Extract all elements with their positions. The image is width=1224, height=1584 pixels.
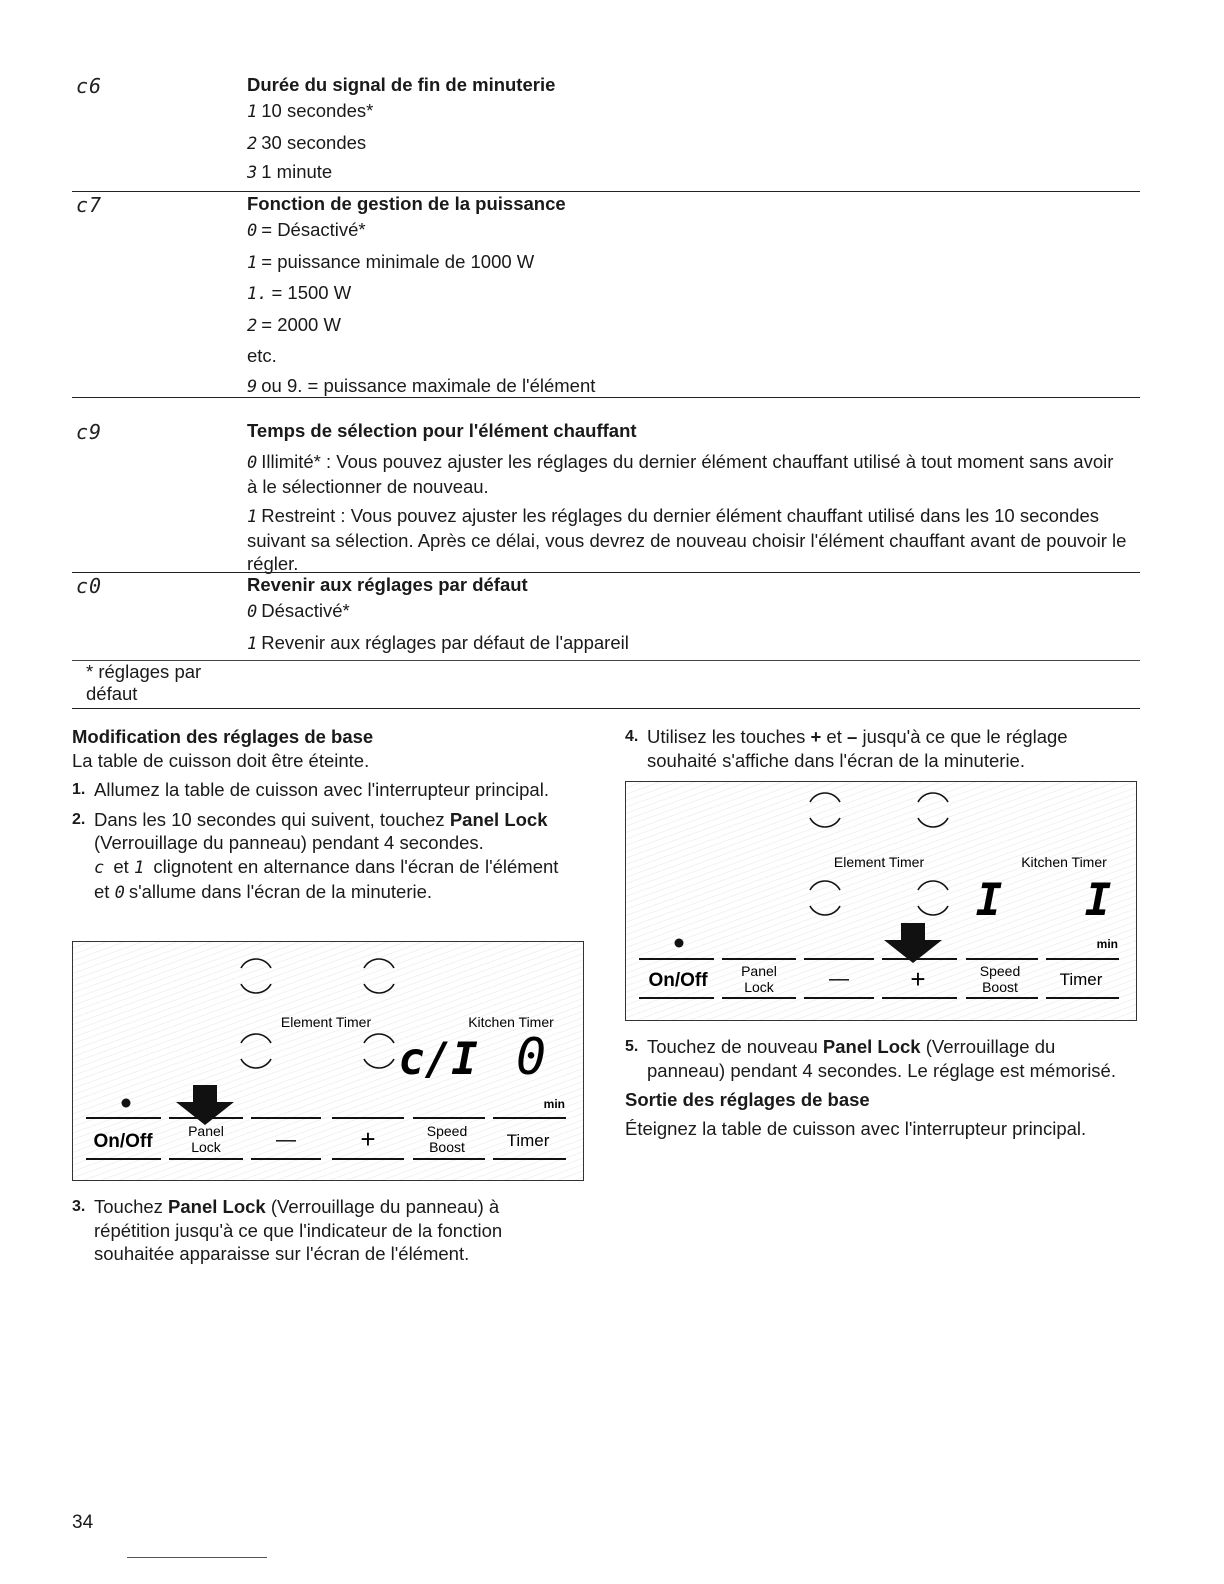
segment-digit: 1 (247, 507, 258, 527)
step-1 (72, 778, 577, 802)
section-heading: Sortie des réglages de base (625, 1089, 870, 1110)
section-heading: Modification des réglages de base (72, 726, 374, 747)
panel-lock-button[interactable]: Panel (188, 1123, 224, 1139)
footnote: * réglages par défaut (86, 661, 202, 704)
step-text: et (821, 726, 848, 747)
segment-digit: 9 (247, 376, 258, 397)
step-bold: Panel Lock (168, 1196, 266, 1217)
setting-c7 (247, 193, 595, 402)
divider (72, 572, 1140, 573)
timer-button[interactable]: Timer (1059, 970, 1103, 989)
option-text: Illimité* : Vous pouvez ajuster les réglages du dernier élément chauffant utilisé à tout moment sans avoir à le sélectionner de nouveau. (247, 451, 1114, 497)
segment-digit: 1 (247, 633, 258, 654)
option-text: 1 minute (261, 161, 333, 182)
panel-lock-button[interactable]: Panel (741, 963, 777, 979)
segment-digit: 0 (247, 221, 258, 241)
footer-rule (127, 1557, 267, 1558)
option-text: 10 secondes* (261, 100, 374, 121)
speed-boost-button[interactable]: Speed (426, 1123, 468, 1139)
plus-button[interactable]: + (360, 1124, 376, 1154)
right-column-continued (625, 1035, 1135, 1140)
setting-c6 (247, 74, 555, 186)
segment-digit: 1 (133, 857, 145, 878)
burner-circle-icon (918, 793, 948, 827)
step-text: Dans les 10 secondes qui suivent, touchez (94, 808, 450, 830)
option-text: Revenir aux réglages par défaut de l'appareil (261, 631, 629, 653)
on-off-button[interactable]: On/Off (93, 1131, 153, 1152)
minus-button[interactable]: — (276, 1129, 296, 1151)
step-text: (Verrouillage du panneau) pendant 4 secondes. (94, 832, 484, 853)
speed-boost-button[interactable]: Speed (979, 963, 1021, 979)
control-panel-diagram-2 (625, 781, 1137, 1021)
plus-button[interactable]: + (910, 964, 926, 994)
element-timer-label: Element Timer (280, 1014, 372, 1030)
code-c0: c0 (76, 574, 103, 598)
arrow-down-icon (884, 923, 942, 963)
divider (72, 660, 1140, 661)
panel-lock-button-line2[interactable]: Lock (191, 1139, 221, 1155)
setting-c0 (247, 574, 629, 659)
setting-title: Revenir aux réglages par défaut (247, 574, 528, 595)
left-column (72, 725, 577, 906)
divider (72, 708, 1140, 709)
option-text: ou 9. = puissance maximale de l'élément (261, 374, 596, 396)
timer-display: I (1084, 875, 1112, 926)
option-text: Désactivé* (261, 600, 350, 621)
burner-circle-icon (810, 881, 840, 915)
panel-illustration (73, 942, 585, 1182)
step-number: 5. (625, 1038, 639, 1055)
burner-circle-icon (364, 959, 394, 993)
segment-digit: 1. (247, 284, 268, 304)
button-rules (639, 959, 1119, 998)
burner-circle-icon (241, 959, 271, 993)
exit-text: Éteignez la table de cuisson avec l'interrupteur principal. (625, 1117, 1087, 1139)
segment-digit: 1 (247, 102, 258, 122)
option-text: = puissance minimale de 1000 W (261, 250, 535, 272)
power-indicator-dot (122, 1099, 131, 1108)
power-indicator-dot (675, 939, 684, 948)
segment-digit: 0 (114, 883, 125, 903)
burner-circle-icon (810, 793, 840, 827)
panel-illustration (626, 782, 1138, 1022)
divider (72, 397, 1140, 398)
step-text: et (113, 855, 129, 877)
step-text: (Verrouillage du panneau) à répétition jusqu'à ce que l'indicateur de la fonction souhaitée apparaisse sur l'écran de l'élément. (94, 1196, 503, 1264)
min-label: min (1096, 937, 1118, 951)
setting-title: Durée du signal de fin de minuterie (247, 74, 556, 95)
panel-lock-button-line2[interactable]: Lock (744, 979, 774, 995)
burner-circle-icon (241, 1034, 271, 1068)
step-text: Touchez (94, 1196, 169, 1217)
code-c6: c6 (76, 74, 103, 98)
step-number: 1. (72, 781, 86, 798)
option-text: = 2000 W (261, 313, 341, 335)
page-number: 34 (72, 1512, 94, 1533)
intro-text: La table de cuisson doit être éteinte. (72, 749, 370, 771)
speed-boost-button-line2[interactable]: Boost (982, 979, 1018, 995)
right-column (625, 725, 1135, 772)
setting-title: Temps de sélection pour l'élément chauffant (247, 420, 637, 441)
step-2 (72, 808, 577, 906)
step-text: jusqu'à ce que le réglage souhaité s'affiche dans l'écran de la minuterie. (647, 726, 1068, 771)
on-off-button[interactable]: On/Off (648, 970, 708, 991)
speed-boost-button-line2[interactable]: Boost (429, 1139, 465, 1155)
option-text: = 1500 W (271, 282, 352, 303)
segment-digit: c (94, 857, 105, 878)
kitchen-timer-label: Kitchen Timer (1021, 854, 1107, 870)
step-text: s'allume dans l'écran de la minuterie. (128, 881, 433, 902)
step-number: 3. (72, 1198, 86, 1215)
segment-digit: 0 (247, 602, 258, 622)
divider (72, 191, 1140, 192)
control-panel-diagram-1 (72, 941, 584, 1181)
option-text: 30 secondes (261, 131, 367, 153)
step-text: (Verrouillage du panneau) pendant 4 secondes. Le réglage est mémorisé. (647, 1036, 1116, 1081)
step-number: 2. (72, 810, 86, 828)
step-4 (625, 725, 1135, 772)
segment-digit: 2 (247, 315, 258, 336)
minus-button[interactable]: — (829, 968, 849, 990)
setting-c9 (247, 420, 1127, 575)
button-rules (86, 1118, 566, 1159)
step-5 (625, 1035, 1135, 1082)
element-display: I (975, 875, 1003, 926)
left-column-continued (72, 1195, 577, 1266)
code-c7: c7 (76, 193, 103, 217)
timer-button[interactable]: Timer (506, 1131, 550, 1150)
segment-digit: 3 (247, 163, 258, 183)
option-text: Restreint : Vous pouvez ajuster les réglages du dernier élément chauffant utilisé dans les 10 secondes suivant sa sélection. Après ce délai, vous devrez de nouveau choisir l'élément chauffant avant de pouvoir le régler. (247, 505, 1127, 574)
step-text: Allumez la table de cuisson avec l'interrupteur principal. (94, 779, 549, 800)
step-bold: Panel Lock (449, 808, 548, 830)
element-display: c/I (398, 1034, 478, 1085)
element-timer-label: Element Timer (833, 854, 925, 870)
minus-symbol: – (847, 726, 858, 747)
step-text: clignotent en alternance dans l'écran de l'élément et (94, 855, 559, 902)
segment-digit: 2 (247, 133, 258, 154)
step-bold: Panel Lock (822, 1036, 921, 1057)
min-label: min (543, 1097, 565, 1111)
burner-circle-icon (364, 1034, 394, 1068)
timer-display: 0 (515, 1028, 547, 1086)
segment-digit: 0 (247, 453, 258, 473)
setting-title: Fonction de gestion de la puissance (247, 193, 566, 214)
option-text: etc. (247, 345, 277, 366)
kitchen-timer-label: Kitchen Timer (468, 1014, 554, 1030)
step-text: Utilisez les touches (647, 726, 811, 747)
option-text: = Désactivé* (261, 219, 366, 240)
step-number: 4. (625, 728, 639, 745)
step-text: Touchez de nouveau (647, 1036, 823, 1057)
segment-digit: 1 (247, 252, 258, 273)
plus-symbol: + (810, 726, 822, 747)
burner-circle-icon (918, 881, 948, 915)
code-c9: c9 (76, 420, 103, 444)
step-3 (72, 1195, 577, 1266)
